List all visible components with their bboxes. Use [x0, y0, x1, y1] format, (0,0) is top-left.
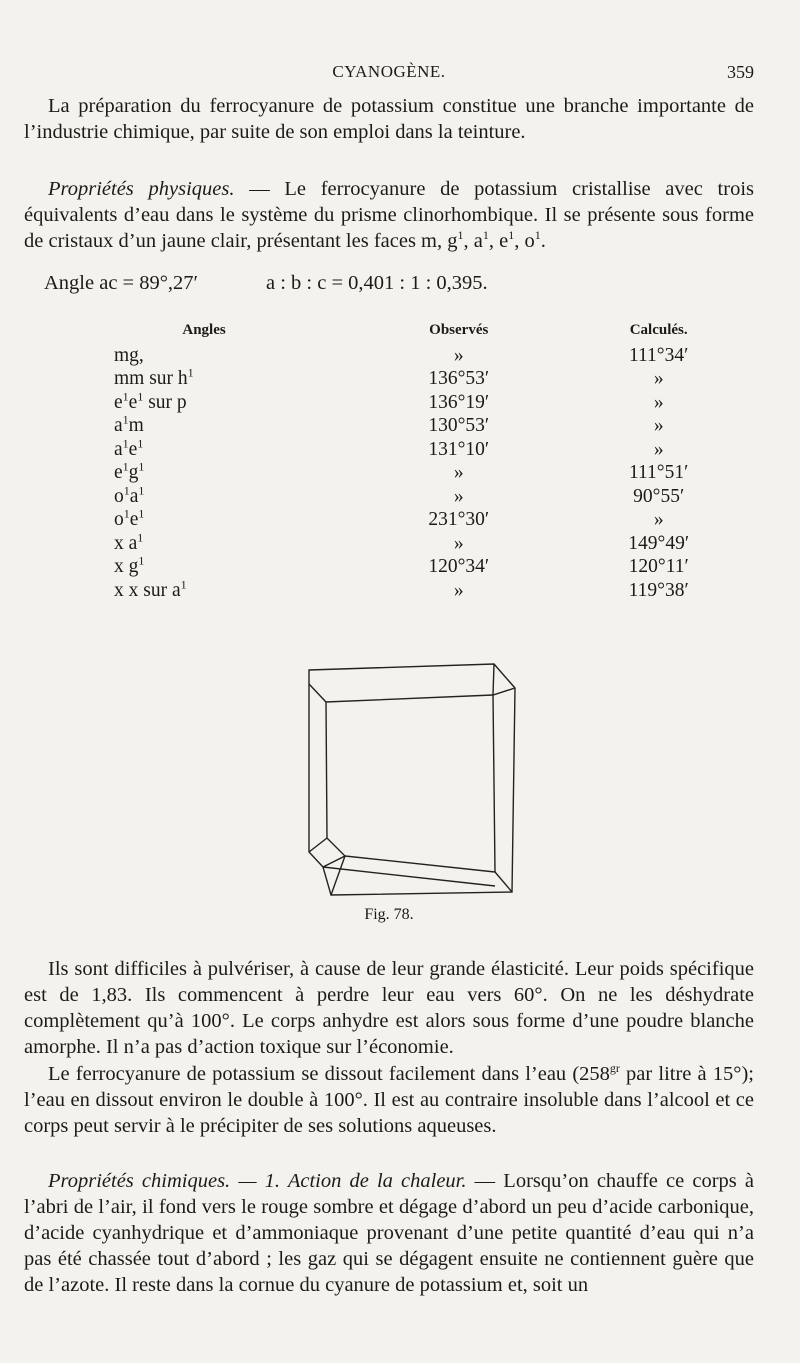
paragraph-mechanical-properties — [24, 956, 754, 1060]
angle-cell: $e^1g^1$ — [114, 459, 145, 484]
column-header: Angles — [182, 321, 226, 338]
calculated-cell: 149°49′ — [628, 532, 690, 554]
column-header: Calculés. — [629, 321, 688, 338]
paragraph-preparation — [24, 93, 754, 145]
paragraph-chemical-properties — [24, 1168, 754, 1298]
paragraph-solubility — [24, 1061, 754, 1139]
observed-cell: » — [453, 462, 464, 484]
calculated-cell: » — [653, 368, 664, 390]
header-title: CYANOGÈNE. — [332, 62, 446, 81]
observed-cell: » — [453, 579, 464, 601]
table-row — [114, 344, 754, 368]
section-heading: Propriétés physiques. — [48, 178, 235, 200]
figure-caption: Fig. 78. — [364, 906, 414, 923]
angle-cell: mg, — [114, 344, 144, 366]
observed-cell: 136°53′ — [428, 368, 490, 390]
angle-cell: mm sur $h^1$ — [114, 365, 194, 390]
angle-cell: $a^1e^1$ — [114, 436, 144, 460]
paragraph-physical-properties — [24, 176, 754, 254]
observed-cell: 231°30′ — [428, 509, 490, 531]
table-row — [114, 415, 754, 439]
table-row — [114, 509, 754, 533]
table-row — [114, 556, 754, 580]
observed-cell: 130°53′ — [428, 415, 490, 437]
paragraph-text: Ils sont difficiles à pulvériser, à cause de leur grande élasticité. Leur poids spécifique est de 1,83. Ils commencent à perdre leur eau vers 60°. On ne les déshydrate complètement qu’à 100°. Le corps anhydre est alors sous forme d’une poudre blanche amorphe. Il n’a pas d’action toxique sur l’économie. — [24, 958, 754, 1058]
book-page — [24, 0, 754, 1363]
subsection-heading: — 1. Action de la chaleur. — [238, 1170, 467, 1192]
crystal-figure — [279, 662, 519, 897]
observed-cell: 131°10′ — [428, 438, 490, 460]
angle-cell: x $g^1$ — [114, 553, 145, 578]
observed-cell: 136°19′ — [428, 391, 490, 413]
calculated-cell: 119°38′ — [628, 579, 689, 601]
page-number: 359 — [727, 62, 754, 82]
angles-table — [114, 316, 754, 603]
angle-cell: $o^1e^1$ — [114, 506, 145, 531]
table-row — [114, 438, 754, 462]
calculated-cell: » — [653, 509, 664, 531]
calculated-cell: » — [653, 415, 664, 437]
observed-cell: 120°34′ — [428, 556, 490, 578]
calculated-cell: 111°51′ — [629, 462, 689, 484]
table-row — [114, 368, 754, 392]
calculated-cell: 90°55′ — [633, 485, 685, 507]
table-row — [114, 532, 754, 556]
angle-cell: $a^1m$ — [114, 412, 144, 437]
running-header — [24, 62, 754, 84]
calculated-cell: » — [653, 391, 664, 413]
paragraph-text: Le ferrocyanure de potassium se dissout facilement dans l’eau ($258^{gr}$ par litre à 15°); l’eau en dissout environ le double à 100°. Il est au contraire insoluble dans l’alcool et ce corps peut servir à le précipiter de ses solutions aqueuses. — [24, 1061, 754, 1137]
crystal-drawing — [279, 662, 519, 897]
paragraph-text: — Le ferrocyanure de potassium cristallise avec trois équivalents d’eau dans le système du prisme clinorhombique. Il se présente sous forme de cristaux d’un jaune clair, présentant les faces m, $g^1$, $a^1$, $e^1$, $o^1$. — [24, 178, 754, 252]
crystal-parameters — [44, 272, 488, 295]
calculated-cell: 111°34′ — [629, 344, 689, 366]
axis-ratio: a : b : c = 0,401 : 1 : 0,395. — [266, 272, 488, 294]
angle-cell: $e^1e^1$ sur p — [114, 389, 187, 413]
observed-cell: » — [453, 532, 464, 554]
calculated-cell: » — [653, 438, 664, 460]
table-row — [114, 485, 754, 509]
table-row — [114, 579, 754, 603]
table-row — [114, 462, 754, 486]
paragraph-text: La préparation du ferrocyanure de potassium constitue une branche importante de l’industrie chimique, par suite de son emploi dans la teinture. — [24, 95, 754, 143]
angle-cell: $o^1a^1$ — [114, 483, 145, 507]
angle-cell: x $a^1$ — [114, 530, 144, 554]
angle-value: Angle ac = 89°,27′ — [44, 272, 199, 294]
observed-cell: » — [453, 485, 464, 507]
observed-cell: » — [453, 344, 464, 366]
table-header-row — [114, 316, 754, 344]
column-header: Observés — [429, 321, 489, 338]
section-heading: Propriétés chimiques. — [48, 1170, 231, 1192]
table-row — [114, 391, 754, 415]
calculated-cell: 120°11′ — [628, 556, 689, 578]
angle-cell: x x sur $a^1$ — [114, 577, 187, 601]
paragraph-text: — Lorsqu’on chauffe ce corps à l’abri de l’air, il fond vers le rouge sombre et dégage d’abord un peu d’acide carbonique, d’acide cyanhydrique et d’ammoniaque provenant d’une petite quantité d’eau qui n’a pas été chassée tout d’abord ; les gaz qui se dégagent ensuite ne contiennent guère que de l’azote. Il reste dans la cornue du cyanure de potassium et, soit un — [24, 1170, 755, 1296]
